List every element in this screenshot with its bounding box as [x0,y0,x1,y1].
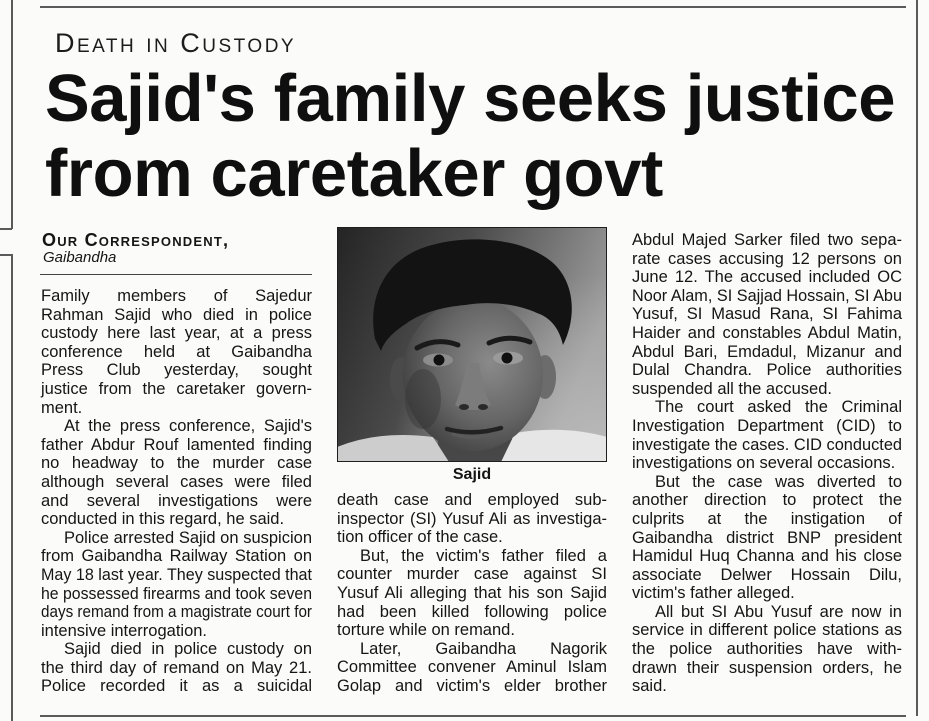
body-text-line: But, the victim's father filed a [360,546,607,565]
top-border-rule [40,6,906,8]
body-text-line: victim's father alleged. [632,584,795,603]
body-text-line: service in different police stations as [632,621,902,640]
article-column-3 [632,231,902,696]
body-text-line: Abdul Bari, Emdadul, Mizanur and [632,342,902,361]
body-text-line: Sajid died in police custody on [64,640,312,659]
left-border-rule-lower [11,254,13,721]
right-eye [502,353,513,364]
bottom-border-rule [40,715,906,717]
kicker: Death in Custody [55,28,297,58]
body-text-line: rate cases accusing 12 persons on [632,249,902,268]
headline-line-1: Sajid's family seeks justice [45,61,896,136]
body-text-line: But the case was diverted to [655,472,902,491]
body-text-line: conducted in this regard, he said. [41,510,285,529]
body-text-line: Police recorded it as a suicidal [41,677,312,696]
body-text-line: associate Delwer Hossain Dilu, [632,565,902,584]
body-text-line: Noor Alam, SI Sajjad Hossain, SI Abu [632,286,903,305]
body-text-line: the police authorities have with- [632,640,902,659]
body-text-line: Yusuf, SI Masud Rana, SI Fahima [632,305,902,324]
byline-location: Gaibandha [43,249,117,266]
left-eye [434,355,445,366]
body-text-line: justice from the caretaker govern- [41,379,312,398]
body-text-line: investigations on several occasions. [632,454,896,473]
body-text-line: intensive interrogation. [41,621,208,640]
portrait-photo-graphic [337,227,607,462]
body-text-line: had been killed following police [337,602,607,621]
body-text-line: inspector (SI) Yusuf Ali as investiga- [337,509,607,528]
photo-caption: Sajid [452,466,492,483]
body-text-line: from Gaibandha Railway Station on [41,547,312,566]
body-text-line: conference held at Gaibandha [41,342,312,361]
body-text-line: Yusuf Ali alleging that his son Sajid [337,583,607,602]
body-text-line: June 12. The accused included OC [632,268,902,287]
right-nostril [478,404,488,410]
body-text-line: although several cases were filed [41,472,312,491]
byline-author: Our Correspondent, [42,230,230,250]
body-text-line: investigate the cases. CID conducted [632,435,903,454]
body-text-line: another direction to protect the [632,491,902,510]
right-border-rule [916,0,918,716]
body-text-line: May 18 last year. They suspected that [41,565,313,584]
left-border-rule-upper [11,0,13,229]
body-text-line: custody here last year, at a press [41,324,312,343]
body-text-line: Rahman Sajid who died in police [41,305,312,324]
portrait-photo [337,227,607,462]
body-text-line: ment. [41,398,83,417]
body-text-line: he possessed firearms and took seven [41,584,313,603]
body-text-line: Later, Gaibandha Nagorik [360,639,607,658]
body-text-line: torture while on remand. [337,621,515,640]
body-text-line: father Abdur Rouf lamented finding [41,435,312,454]
body-text-line: suspended all the accused. [632,379,832,398]
body-text-line: Press Club yesterday, sought [41,361,312,380]
body-text-line: Committee convener Aminul Islam [337,658,607,677]
body-text-line: no headway to the murder case [41,454,312,473]
body-text-line: Gaibandha district BNP president [632,528,902,547]
body-text-line: The court asked the Criminal [655,398,902,417]
cheek-shadow [405,369,441,429]
body-text-line: culprits at the instigation of [632,509,902,528]
left-border-cap-upper [0,228,12,230]
body-text-line: Hamidul Huq Channa and his close [632,547,902,566]
body-text-line: At the press conference, Sajid's [64,417,312,436]
shirt-collar-right [501,430,607,462]
body-text-line: said. [632,677,667,696]
body-text-line: tion officer of the case. [337,528,503,547]
body-text-line: Golap and victim's elder brother [337,676,607,695]
body-text-line: Dulal Chandra. Police authorities [632,361,902,380]
headline [45,61,895,211]
body-text-line: drawn their suspension orders, he [632,658,902,677]
body-text-line: All but SI Abu Yusuf are now in [655,602,902,621]
body-text-line: and several investigations were [41,491,312,510]
body-text-line: death case and employed sub- [337,491,607,509]
article-column-2 [337,491,607,696]
byline-rule [40,274,312,275]
body-text-line: days remand from a magistrate court for [41,603,313,622]
body-text-line: the third day of remand on May 21. [41,658,312,677]
body-text-line: Investigation Department (CID) to [632,416,902,435]
headline-line-2: from caretaker govt [45,136,663,211]
body-text-line: counter murder case against SI [337,565,607,584]
article-column-1 [41,287,312,696]
body-text-line: Abdul Majed Sarker filed two sepa- [632,231,902,249]
body-text-line: Haider and constables Abdul Matin, [632,323,902,342]
body-text-line: Family members of Sajedur [41,287,312,305]
body-text-line: Police arrested Sajid on suspicion [64,528,312,547]
left-nostril [459,404,469,410]
